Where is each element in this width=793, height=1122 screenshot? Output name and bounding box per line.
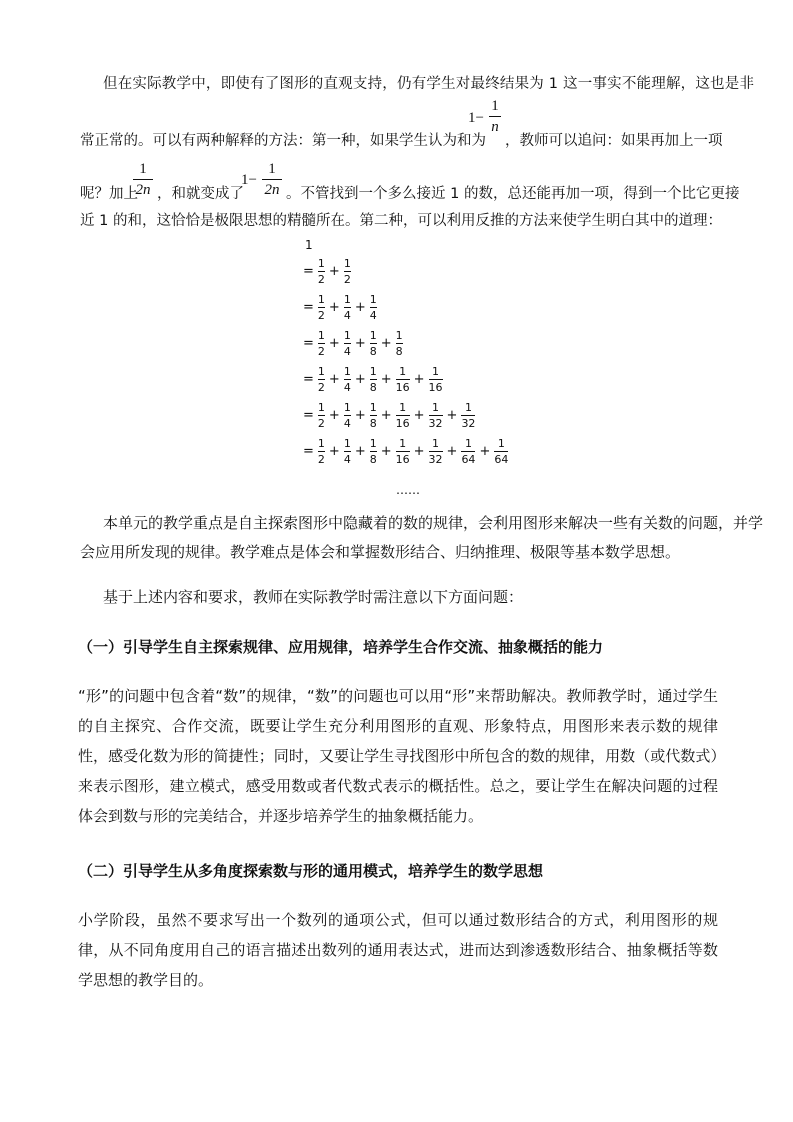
fraction	[370, 365, 377, 394]
fraction-denominator: n	[491, 119, 499, 135]
fraction-denominator: 64	[494, 452, 509, 466]
equation-top-one: 1	[305, 238, 313, 252]
section2-heading: （二）引导学生从多角度探索数与形的通用模式，培养学生的数学思想	[78, 862, 544, 880]
fraction-denominator: 2n	[264, 182, 280, 198]
fraction	[318, 437, 325, 466]
one-minus-prefix-2: 1−	[241, 172, 257, 188]
fraction	[318, 293, 325, 322]
paragraph1-line3b: ，和就变成了	[157, 186, 244, 202]
fraction-denominator: 4	[343, 416, 351, 430]
fraction-denominator: 2	[317, 416, 325, 430]
fraction-denominator: 8	[369, 344, 377, 358]
section2-body: 小学阶段，虽然不要求写出一个数列的通项公式，但可以通过数形结合的方式，利用图形的规律，从不同角度用自己的语言描述出数列的通用表达式，进而达到渗透数形结合、抽象概括等数学思想的教学目的。	[78, 911, 718, 989]
plus-sign: +	[354, 443, 366, 459]
fraction	[396, 401, 410, 430]
fraction	[370, 401, 377, 430]
fraction-denominator: 16	[395, 380, 410, 394]
fraction	[344, 437, 351, 466]
fraction-numerator: 1	[317, 328, 325, 342]
equals-sign: =	[303, 443, 314, 459]
fraction-numerator: 1	[369, 436, 377, 450]
fraction-numerator: 1	[317, 292, 325, 306]
equation-row	[303, 399, 476, 431]
equation-row	[303, 327, 404, 359]
fraction-denominator: 8	[369, 452, 377, 466]
plus-sign: +	[328, 443, 340, 459]
fraction-denominator: 32	[428, 416, 443, 430]
fraction-denominator: 8	[369, 416, 377, 430]
paragraph1-line3a: 呢？加上	[80, 186, 138, 202]
paragraph1-line1: 但在实际教学中，即使有了图形的直观支持，仍有学生对最终结果为 1 这一事实不能理解，这也是非	[103, 76, 755, 92]
paragraph3: 基于上述内容和要求，教师在实际教学时需注意以下方面问题：	[103, 588, 524, 606]
fraction-denominator: 2	[317, 308, 325, 322]
fraction	[396, 437, 410, 466]
plus-sign: +	[479, 443, 491, 459]
fraction-numerator: 1	[497, 436, 505, 450]
fraction	[344, 293, 351, 322]
fraction-numerator: 1	[399, 400, 407, 414]
fraction-numerator: 1	[343, 436, 351, 450]
plus-sign: +	[354, 407, 366, 423]
fraction-numerator: 1	[369, 328, 377, 342]
fraction-denominator: 16	[395, 452, 410, 466]
one-minus-prefix-1: 1−	[468, 110, 484, 126]
fraction-numerator: 1	[399, 364, 407, 378]
fraction-numerator: 1	[343, 292, 351, 306]
fraction-one-over-2n-b	[262, 160, 282, 199]
fraction	[344, 257, 351, 286]
plus-sign: +	[380, 443, 392, 459]
fraction-numerator: 1	[139, 161, 147, 177]
fraction	[318, 257, 325, 286]
fraction	[344, 401, 351, 430]
fraction	[344, 365, 351, 394]
plus-sign: +	[328, 335, 340, 351]
section1-heading: （一）引导学生自主探索规律、应用规律，培养学生合作交流、抽象概括的能力	[78, 638, 604, 656]
fraction-numerator: 1	[317, 364, 325, 378]
fraction-denominator: 16	[395, 416, 410, 430]
fraction-denominator: 4	[343, 452, 351, 466]
fraction-denominator: 2	[343, 272, 351, 286]
plus-sign: +	[328, 407, 340, 423]
equation-row	[303, 291, 378, 323]
plus-sign: +	[354, 371, 366, 387]
plus-sign: +	[354, 299, 366, 315]
plus-sign: +	[446, 443, 458, 459]
fraction-denominator: 8	[395, 344, 403, 358]
fraction-numerator: 1	[268, 161, 276, 177]
fraction	[318, 401, 325, 430]
fraction	[461, 401, 475, 430]
fraction-denominator: 2	[317, 452, 325, 466]
fraction-denominator: 2	[317, 344, 325, 358]
fraction-one-over-n	[489, 97, 501, 136]
fraction	[461, 437, 475, 466]
plus-sign: +	[354, 335, 366, 351]
plus-sign: +	[380, 407, 392, 423]
equation-ellipsis: ……	[396, 483, 420, 497]
fraction-numerator: 1	[395, 328, 403, 342]
fraction-numerator: 1	[369, 364, 377, 378]
fraction-numerator: 1	[491, 98, 499, 114]
paragraph1-line2a: 常正常的。可以有两种解释的方法：第一种，如果学生认为和为	[80, 133, 486, 149]
fraction-numerator: 1	[369, 400, 377, 414]
equals-sign: =	[303, 407, 314, 423]
equation-row	[303, 435, 509, 467]
fraction-denominator: 64	[461, 452, 476, 466]
fraction-numerator: 1	[343, 400, 351, 414]
fraction-numerator: 1	[399, 436, 407, 450]
fraction-denominator: 2	[317, 380, 325, 394]
fraction-denominator: 4	[343, 344, 351, 358]
plus-sign: +	[328, 299, 340, 315]
fraction-denominator: 4	[343, 308, 351, 322]
plus-sign: +	[413, 407, 425, 423]
plus-sign: +	[380, 335, 392, 351]
plus-sign: +	[413, 371, 425, 387]
paragraph2-line1: 本单元的教学重点是自主探索图形中隐藏着的数的规律，会利用图形来解决一些有关数的问题，并学	[103, 514, 764, 532]
fraction-numerator: 1	[432, 364, 440, 378]
fraction-denominator: 2n	[135, 182, 151, 198]
fraction-numerator: 1	[317, 256, 325, 270]
fraction-numerator: 1	[343, 364, 351, 378]
fraction	[429, 365, 443, 394]
fraction	[494, 437, 508, 466]
fraction-numerator: 1	[432, 400, 440, 414]
fraction	[370, 437, 377, 466]
fraction-denominator: 32	[461, 416, 476, 430]
fraction-denominator: 2	[317, 272, 325, 286]
fraction	[396, 329, 403, 358]
fraction-denominator: 4	[369, 308, 377, 322]
fraction-numerator: 1	[317, 436, 325, 450]
plus-sign: +	[446, 407, 458, 423]
paragraph1-line2b: ，教师可以追问：如果再加上一项	[505, 133, 723, 149]
fraction-denominator: 8	[369, 380, 377, 394]
fraction-numerator: 1	[464, 436, 472, 450]
equals-sign: =	[303, 299, 314, 315]
fraction	[318, 329, 325, 358]
fraction-numerator: 1	[317, 400, 325, 414]
fraction-denominator: 32	[428, 452, 443, 466]
fraction	[344, 329, 351, 358]
fraction-denominator: 16	[428, 380, 443, 394]
fraction	[370, 329, 377, 358]
fraction-numerator: 1	[343, 256, 351, 270]
fraction-numerator: 1	[464, 400, 472, 414]
paragraph2-line2: 会应用所发现的规律。教学难点是体会和掌握数形结合、归纳推理、极限等基本数学思想。	[80, 543, 681, 561]
fraction	[429, 401, 443, 430]
fraction-numerator: 1	[369, 292, 377, 306]
paragraph1-line4: 近 1 的和，这恰恰是极限思想的精髓所在。第二种，可以利用反推的方法来使学生明白其中的道理：	[80, 213, 722, 229]
plus-sign: +	[413, 443, 425, 459]
equation-row	[303, 255, 352, 287]
paragraph1-line3c: 。不管找到一个多么接近 1 的数，总还能再加一项，得到一个比它更接	[286, 186, 740, 202]
fraction-numerator: 1	[432, 436, 440, 450]
equation-row	[303, 363, 444, 395]
equals-sign: =	[303, 335, 314, 351]
plus-sign: +	[328, 371, 340, 387]
plus-sign: +	[328, 263, 340, 279]
equals-sign: =	[303, 371, 314, 387]
fraction-one-over-2n	[133, 160, 153, 199]
fraction-numerator: 1	[343, 328, 351, 342]
fraction	[318, 365, 325, 394]
equals-sign: =	[303, 263, 314, 279]
fraction	[396, 365, 410, 394]
fraction-denominator: 4	[343, 380, 351, 394]
fraction	[429, 437, 443, 466]
plus-sign: +	[380, 371, 392, 387]
section1-body: “形”的问题中包含着“数”的规律，“数”的问题也可以用“形”来帮助解决。教师教学时，通过学生的自主探究、合作交流，既要让学生充分利用图形的直观、形象特点，用图形来表示数的规律性，感受化数为形的简捷性；同时，又要让学生寻找图形中所包含的数的规律，用数（或代数式）来表示图形，建立模式，感受用数或者代数式表示的概括性。总之，要让学生在解决问题的过程体会到数与形的完美结合，并逐步培养学生的抽象概括能力。	[78, 687, 718, 825]
fraction	[370, 293, 377, 322]
